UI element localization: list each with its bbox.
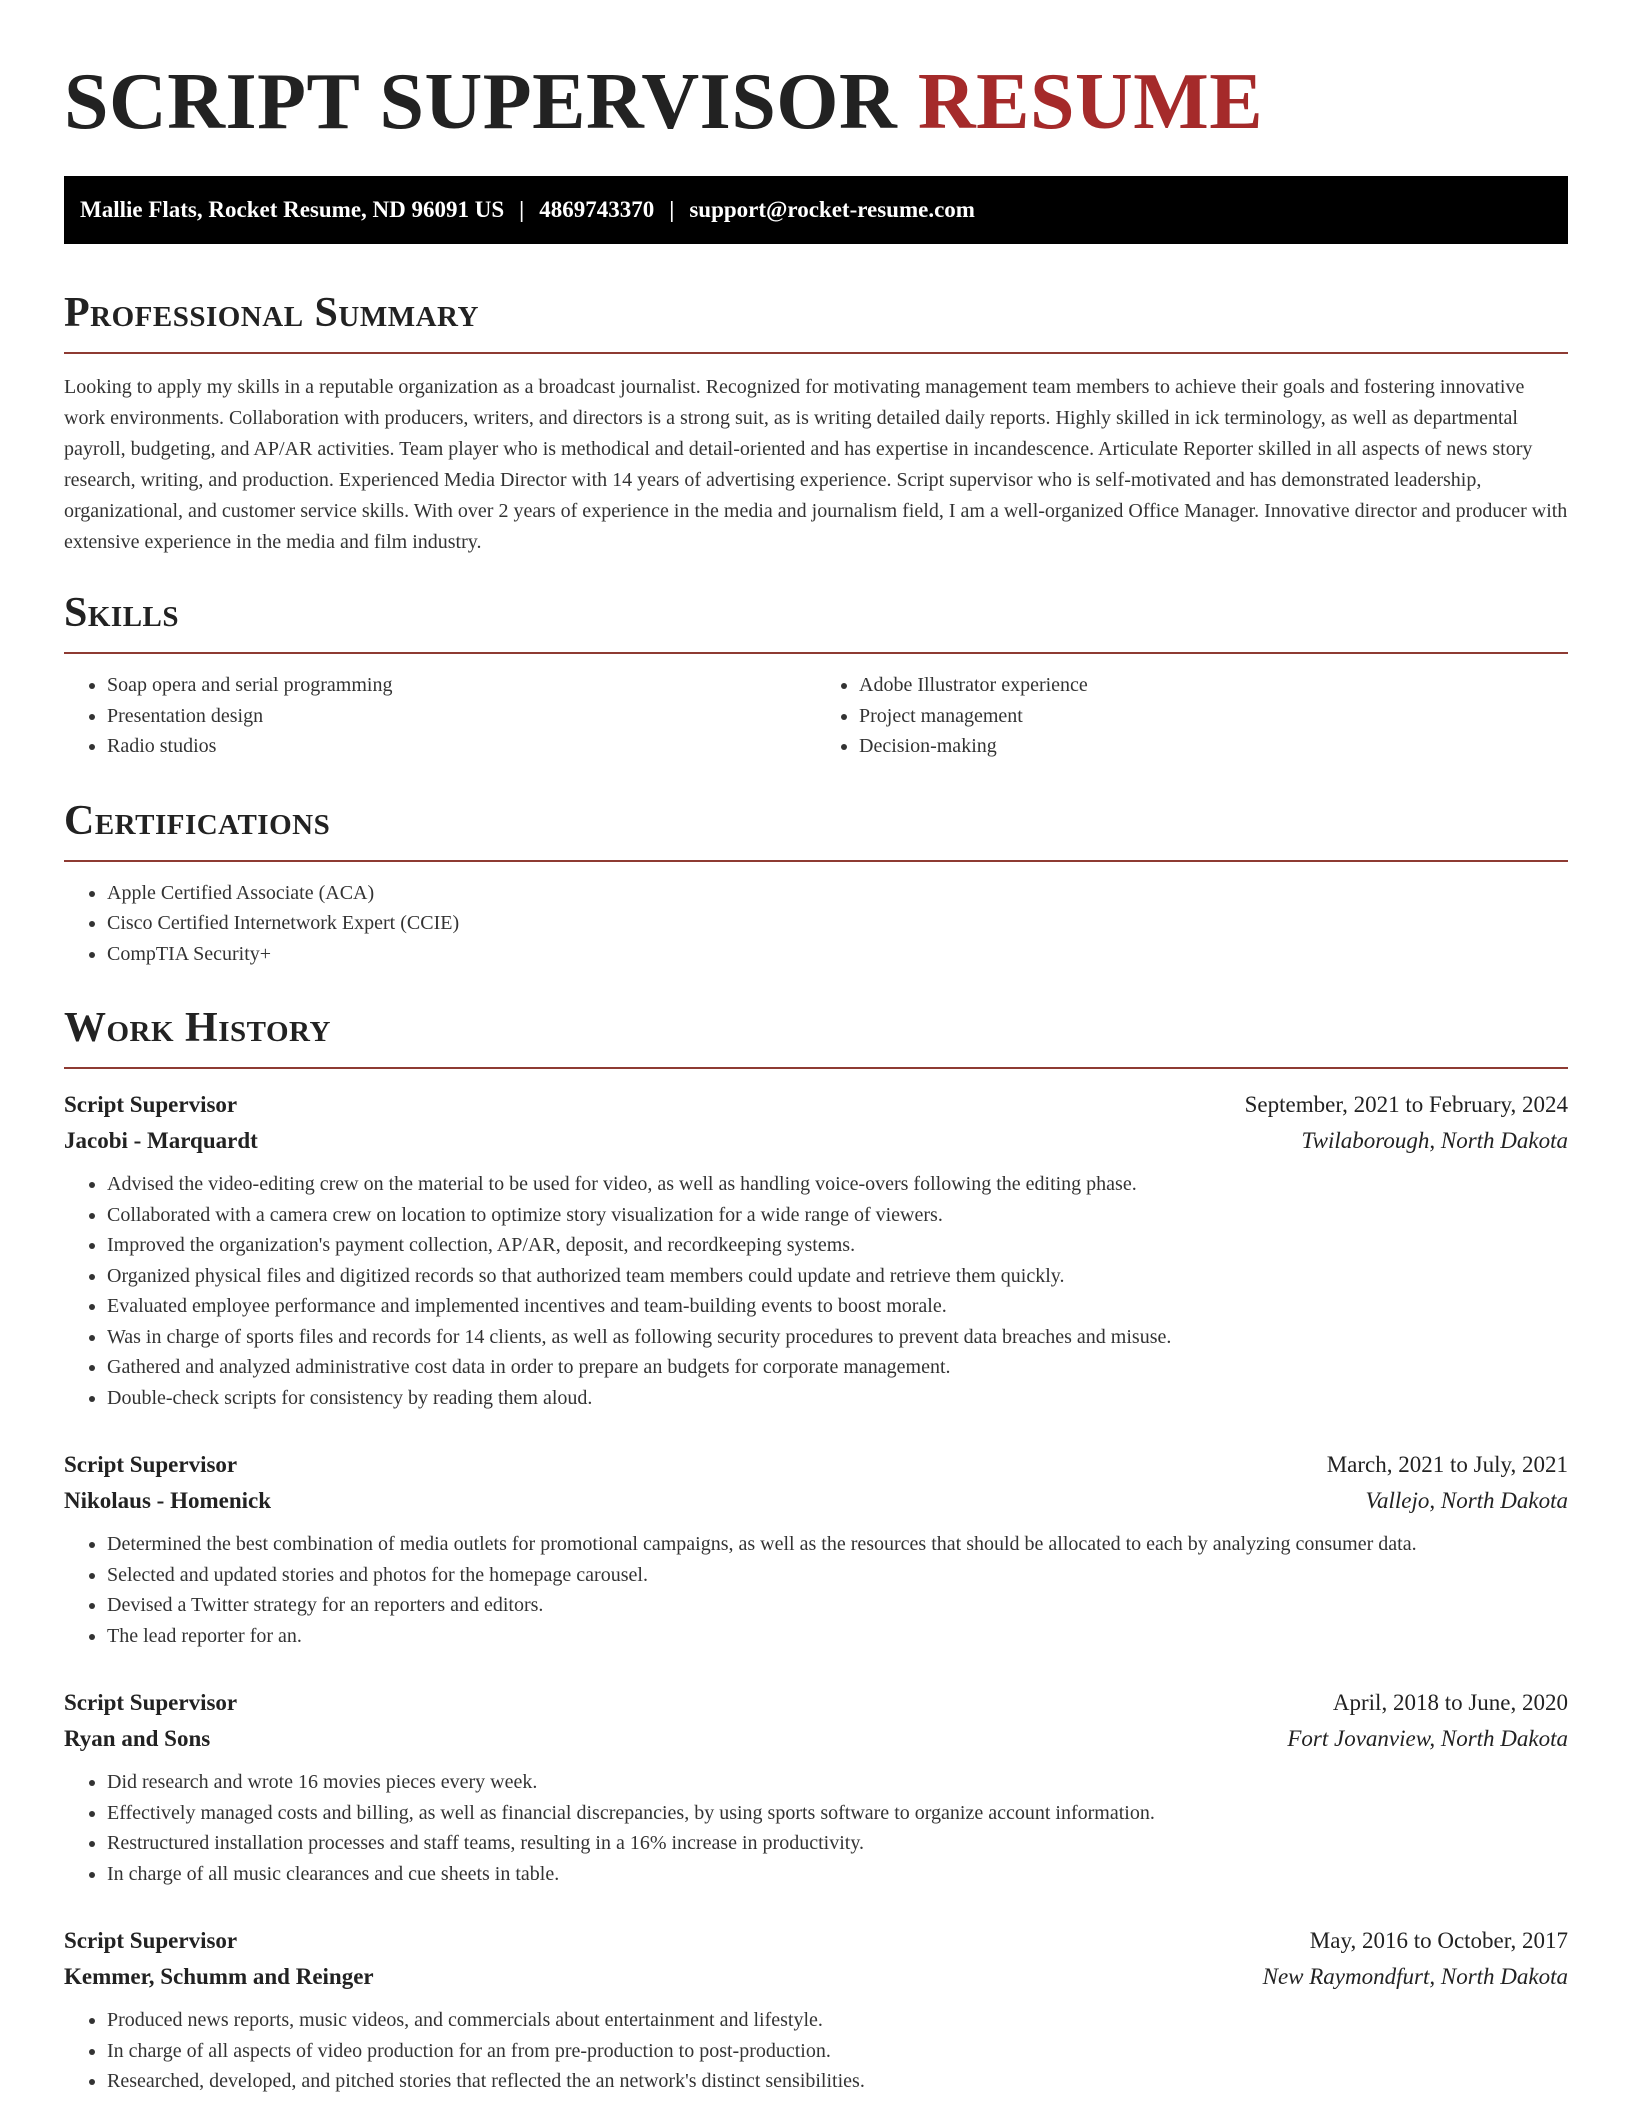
section-divider — [64, 860, 1568, 862]
contact-email: support@rocket-resume.com — [689, 197, 975, 222]
job-dates: September, 2021 to February, 2024 — [1244, 1092, 1568, 1117]
summary-text: Looking to apply my skills in a reputable organization as a broadcast journalist. Recognized for motivating management team members to achieve their goals and fostering innovative work environments. Collaboration with producers, writers, and directors is a strong suit, as is writing detailed daily reports. Highly skilled in ick terminology, as well as departmental payroll, budgeting, and AP/AR activities. Team player who is methodical and detail-oriented and has expertise in incandescence. Articulate Reporter skilled in all aspects of news story research, writing, and production. Experienced Media Director with 14 years of advertising experience. Script supervisor who is self-motivated and has demonstrated leadership, organizational, and customer service skills. With over 2 years of experience in the media and journalism field, I am a well-organized Office Manager. Innovative director and producer with extensive experience in the media and film industry. — [64, 376, 1568, 553]
job-bullet: • Determined the best combination of media outlets for promotional campaigns, as well as the resources that should be allocated to each by analyzing consumer data. — [107, 1529, 1568, 1560]
skill-item: • Radio studios — [107, 731, 816, 762]
certifications-list — [64, 878, 1568, 970]
job-bullet: • Evaluated employee performance and implemented incentives and team-building events to boost morale. — [107, 1291, 1568, 1322]
skill-item: • Soap opera and serial programming — [107, 670, 816, 701]
job-header-row — [64, 1087, 1568, 1123]
job-bullet: • Selected and updated stories and photos for the homepage carousel. — [107, 1560, 1568, 1591]
skill-item: • Project management — [859, 701, 1568, 732]
job-dates: March, 2021 to July, 2021 — [1326, 1452, 1568, 1477]
job-bullet: • Devised a Twitter strategy for an reporters and editors. — [107, 1590, 1568, 1621]
job-header-row — [64, 1923, 1568, 1959]
certification-item: • Apple Certified Associate (ACA) — [107, 878, 1568, 909]
job-bullet: • Produced news reports, music videos, and commercials about entertainment and lifestyle. — [107, 2005, 1568, 2036]
skills-columns — [64, 670, 1568, 762]
contact-separator: | — [669, 197, 675, 222]
job-bullet: • Organized physical files and digitized records so that authorized team members could update and retrieve them quickly. — [107, 1261, 1568, 1292]
job-bullets — [64, 2005, 1568, 2097]
skill-item: • Adobe Illustrator experience — [859, 670, 1568, 701]
job-bullet: • Effectively managed costs and billing, as well as financial discrepancies, by using sports software to organize account information. — [107, 1798, 1568, 1829]
job-bullet: • In charge of all music clearances and cue sheets in table. — [107, 1859, 1568, 1890]
job-dates: April, 2018 to June, 2020 — [1332, 1690, 1568, 1715]
title-accent: RESUME — [917, 58, 1264, 146]
skill-item: • Decision-making — [859, 731, 1568, 762]
job-entry — [64, 1923, 1568, 2097]
job-dates: May, 2016 to October, 2017 — [1309, 1928, 1568, 1953]
skills-list-left — [64, 670, 816, 762]
work-history-section — [64, 1003, 1568, 2097]
job-bullet: • The lead reporter for an. — [107, 1621, 1568, 1652]
job-title: Script Supervisor — [64, 1452, 238, 1477]
skills-list-right — [816, 670, 1568, 762]
job-bullets — [64, 1767, 1568, 1889]
job-company: Kemmer, Schumm and Reinger — [64, 1964, 374, 1989]
job-bullet: • Advised the video-editing crew on the material to be used for video, as well as handling voice-overs following the editing phase. — [107, 1169, 1568, 1200]
job-bullet: • Researched, developed, and pitched stories that reflected the an network's distinct sensibilities. — [107, 2066, 1568, 2097]
skill-item: • Presentation design — [107, 701, 816, 732]
job-header-row — [64, 1685, 1568, 1721]
job-bullet: • Improved the organization's payment collection, AP/AR, deposit, and recordkeeping systems. — [107, 1230, 1568, 1261]
job-bullet: • Restructured installation processes and staff teams, resulting in a 16% increase in productivity. — [107, 1828, 1568, 1859]
contact-address: Mallie Flats, Rocket Resume, ND 96091 US — [80, 197, 505, 222]
section-divider — [64, 1067, 1568, 1069]
job-location: Twilaborough, North Dakota — [1301, 1128, 1568, 1153]
job-bullet: • Did research and wrote 16 movies pieces every week. — [107, 1767, 1568, 1798]
title-main: SCRIPT SUPERVISOR — [64, 58, 898, 146]
section-divider — [64, 652, 1568, 654]
job-bullet: • In charge of all aspects of video production for an from pre-production to post-production. — [107, 2036, 1568, 2067]
section-title-work-history: Work History — [64, 1005, 331, 1051]
section-title-summary: Professional Summary — [64, 290, 479, 336]
job-bullet: • Gathered and analyzed administrative cost data in order to prepare an budgets for corporate management. — [107, 1352, 1568, 1383]
contact-phone: 4869743370 — [539, 197, 655, 222]
section-title-certifications: Certifications — [64, 797, 331, 844]
job-company-row — [64, 1721, 1568, 1757]
resume-title — [64, 56, 1568, 148]
job-company: Nikolaus - Homenick — [64, 1488, 272, 1513]
contact-bar — [64, 176, 1568, 244]
job-bullet: • Was in charge of sports files and records for 14 clients, as well as following security procedures to prevent data breaches and misuse. — [107, 1322, 1568, 1353]
job-entry — [64, 1087, 1568, 1413]
job-bullet: • Collaborated with a camera crew on location to optimize story visualization for a wide range of viewers. — [107, 1200, 1568, 1231]
section-divider — [64, 352, 1568, 354]
job-bullets — [64, 1169, 1568, 1413]
skills-section — [64, 588, 1568, 762]
job-title: Script Supervisor — [64, 1690, 238, 1715]
certification-item: • Cisco Certified Internetwork Expert (CCIE) — [107, 908, 1568, 939]
job-company: Ryan and Sons — [64, 1726, 211, 1751]
job-location: Fort Jovanview, North Dakota — [1287, 1726, 1568, 1751]
job-entry — [64, 1447, 1568, 1651]
certifications-section — [64, 796, 1568, 970]
job-bullets — [64, 1529, 1568, 1651]
section-title-skills: Skills — [64, 590, 180, 636]
job-title: Script Supervisor — [64, 1092, 238, 1117]
job-company-row — [64, 1483, 1568, 1519]
job-header-row — [64, 1447, 1568, 1483]
summary-section — [64, 288, 1568, 558]
certification-item: • CompTIA Security+ — [107, 939, 1568, 970]
job-company: Jacobi - Marquardt — [64, 1128, 258, 1153]
contact-separator: | — [519, 197, 525, 222]
job-bullet: • Double-check scripts for consistency by reading them aloud. — [107, 1383, 1568, 1414]
job-location: New Raymondfurt, North Dakota — [1262, 1964, 1568, 1989]
job-title: Script Supervisor — [64, 1928, 238, 1953]
job-company-row — [64, 1123, 1568, 1159]
job-company-row — [64, 1959, 1568, 1995]
job-location: Vallejo, North Dakota — [1365, 1488, 1568, 1513]
job-entry — [64, 1685, 1568, 1889]
